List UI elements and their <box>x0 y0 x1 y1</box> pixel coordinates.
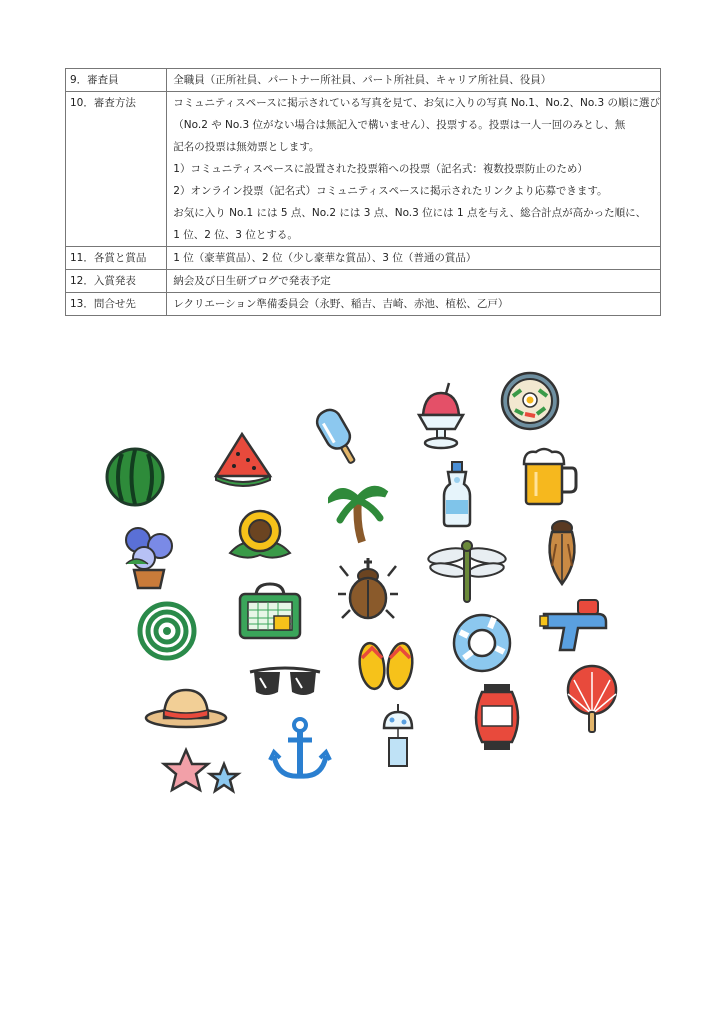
row-value-line: 1）コミュニティスペースに設置された投票箱への投票（記名式：複数投票防止のため） <box>173 163 588 175</box>
row-label: 11．各賞と賞品 <box>66 247 167 270</box>
beetle-icon <box>336 554 400 620</box>
sandals-icon <box>354 636 418 692</box>
sunflower-icon <box>226 505 294 565</box>
row-value <box>167 69 661 92</box>
uchiwa-fan-icon <box>564 664 620 734</box>
row-value <box>167 92 661 247</box>
table-row <box>66 92 661 247</box>
ramune-icon <box>440 460 474 528</box>
palm-tree-icon <box>328 476 390 546</box>
beer-icon <box>520 444 580 508</box>
row-label: 12．入賞発表 <box>66 270 167 293</box>
watermelon-slice-icon <box>212 430 274 490</box>
swim-ring-icon <box>450 612 514 674</box>
popsicle-icon <box>310 404 366 470</box>
row-value-line: お気に入り No.1 には 5 点、No.2 には 3 点、No.3 位には 1 点を与え、総合計点が高かった順に、 <box>173 207 647 219</box>
row-value-line: 納会及び日生研ブログで発表予定 <box>173 275 331 287</box>
row-value-line: 1 位、2 位、3 位とする。 <box>173 229 298 241</box>
table-row <box>66 69 661 92</box>
straw-hat-icon <box>144 684 228 730</box>
bibimbap-icon <box>499 370 561 432</box>
recruitment-info-table <box>65 68 661 316</box>
row-value <box>167 293 661 316</box>
row-label: 10．審査方法 <box>66 92 167 247</box>
cicada-icon <box>538 516 586 588</box>
wind-chime-icon <box>378 702 418 770</box>
anchor-icon <box>268 716 332 782</box>
shaved-ice-icon <box>413 381 469 453</box>
lantern-icon <box>470 682 524 752</box>
cooler-bag-icon <box>236 580 304 642</box>
water-gun-icon <box>538 596 610 656</box>
row-value <box>167 247 661 270</box>
row-value-line: 記名の投票は無効票とします。 <box>173 141 320 153</box>
row-value-line: レクリエーション準備委員会（永野、稲吉、吉崎、赤池、植松、乙戸） <box>173 298 509 310</box>
mosquito-coil-icon <box>136 600 198 662</box>
morning-glory-icon <box>120 520 178 590</box>
row-label: 9．審査員 <box>66 69 167 92</box>
row-value-line: 全職員（正所社員、パートナー所社員、パート所社員、キャリア所社員、役員） <box>173 74 552 86</box>
row-value-line: 2）オンライン投票（記名式）コミュニティスペースに掲示されたリンクより応募できます。 <box>173 185 608 197</box>
table-row <box>66 270 661 293</box>
dragonfly-icon <box>426 538 508 604</box>
row-value-line: コミュニティスペースに掲示されている写真を見て、お気に入りの写真 No.1、No.2、No.3 の順に選び <box>173 97 660 109</box>
row-value <box>167 270 661 293</box>
starfish-icon <box>160 746 244 802</box>
row-value-line: 1 位（豪華賞品）、2 位（少し豪華な賞品）、3 位（普通の賞品） <box>173 252 477 264</box>
sunglasses-icon <box>248 662 322 702</box>
watermelon-icon <box>104 446 166 508</box>
row-label: 13．問合せ先 <box>66 293 167 316</box>
table-row <box>66 247 661 270</box>
table-row <box>66 293 661 316</box>
row-value-line: （No.2 や No.3 位がない場合は無記入で構いません）、投票する。投票は一人一回のみとし、無 <box>173 119 626 131</box>
